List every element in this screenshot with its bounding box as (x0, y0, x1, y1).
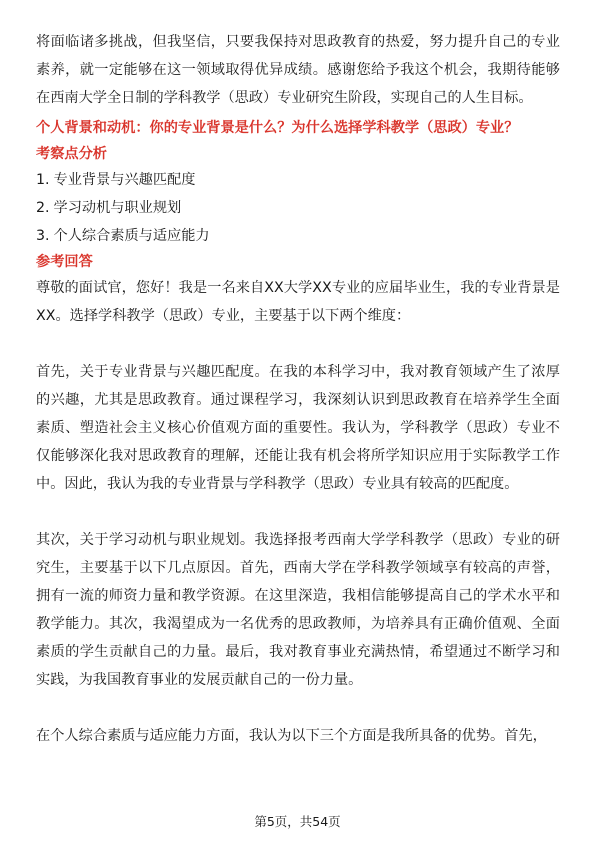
analysis-point (36, 194, 560, 222)
answer-paragraph-greeting: 尊敬的面试官，您好！我是一名来自XX大学XX专业的应届毕业生，我的专业背景是XX。选择学科教学（思政）专业，主要基于以下两个维度： (36, 280, 560, 324)
question-heading: 个人背景和动机：你的专业背景是什么？为什么选择学科教学（思政）专业？ (36, 120, 519, 136)
paragraph-spacer (36, 330, 560, 358)
analysis-point-number: 2. (36, 200, 50, 216)
analysis-point-text: 专业背景与兴趣匹配度 (53, 172, 196, 188)
analysis-point-number: 3. (36, 228, 50, 244)
paragraph-spacer (36, 498, 560, 526)
page-footer: 第5页，共54页 (254, 814, 341, 829)
analysis-point-text: 学习动机与职业规划 (53, 200, 182, 216)
answer-heading: 参考回答 (36, 254, 93, 270)
analysis-heading: 考察点分析 (36, 146, 107, 162)
intro-paragraph: 将面临诸多挑战，但我坚信，只要我保持对思政教育的热爱，努力提升自己的专业素养，就一定能够在这一领域取得优异成绩。感谢您给予我这个机会，我期待能够在西南大学全日制的学科教学（思政）专业研究生阶段，实现自己的人生目标。 (36, 34, 560, 106)
analysis-point (36, 166, 560, 194)
analysis-point (36, 222, 560, 250)
analysis-point-text: 个人综合素质与适应能力 (53, 228, 210, 244)
document-page (36, 28, 560, 750)
paragraph-spacer (36, 694, 560, 722)
analysis-points-list (36, 166, 560, 250)
analysis-point-number: 1. (36, 172, 50, 188)
answer-paragraph-motivation: 其次，关于学习动机与职业规划。我选择报考西南大学学科教学（思政）专业的研究生，主要基于以下几点原因。首先，西南大学在学科教学领域享有较高的声誉，拥有一流的师资力量和教学资源。在这里深造，我相信能够提高自己的学术水平和教学能力。其次，我渴望成为一名优秀的思政教师，为培养具有正确价值观、全面素质的学生贡献自己的力量。最后，我对教育事业充满热情，希望通过不断学习和实践，为我国教育事业的发展贡献自己的一份力量。 (36, 532, 560, 688)
answer-paragraph-qualities: 在个人综合素质与适应能力方面，我认为以下三个方面是我所具备的优势。首先， (36, 728, 547, 744)
answer-paragraph-background: 首先，关于专业背景与兴趣匹配度。在我的本科学习中，我对教育领域产生了浓厚的兴趣，尤其是思政教育。通过课程学习，我深刻认识到思政教育在培养学生全面素质、塑造社会主义核心价值观方面的重要性。我认为，学科教学（思政）专业不仅能够深化我对思政教育的理解，还能让我有机会将所学知识应用于实际教学工作中。因此，我认为我的专业背景与学科教学（思政）专业具有较高的匹配度。 (36, 364, 560, 492)
